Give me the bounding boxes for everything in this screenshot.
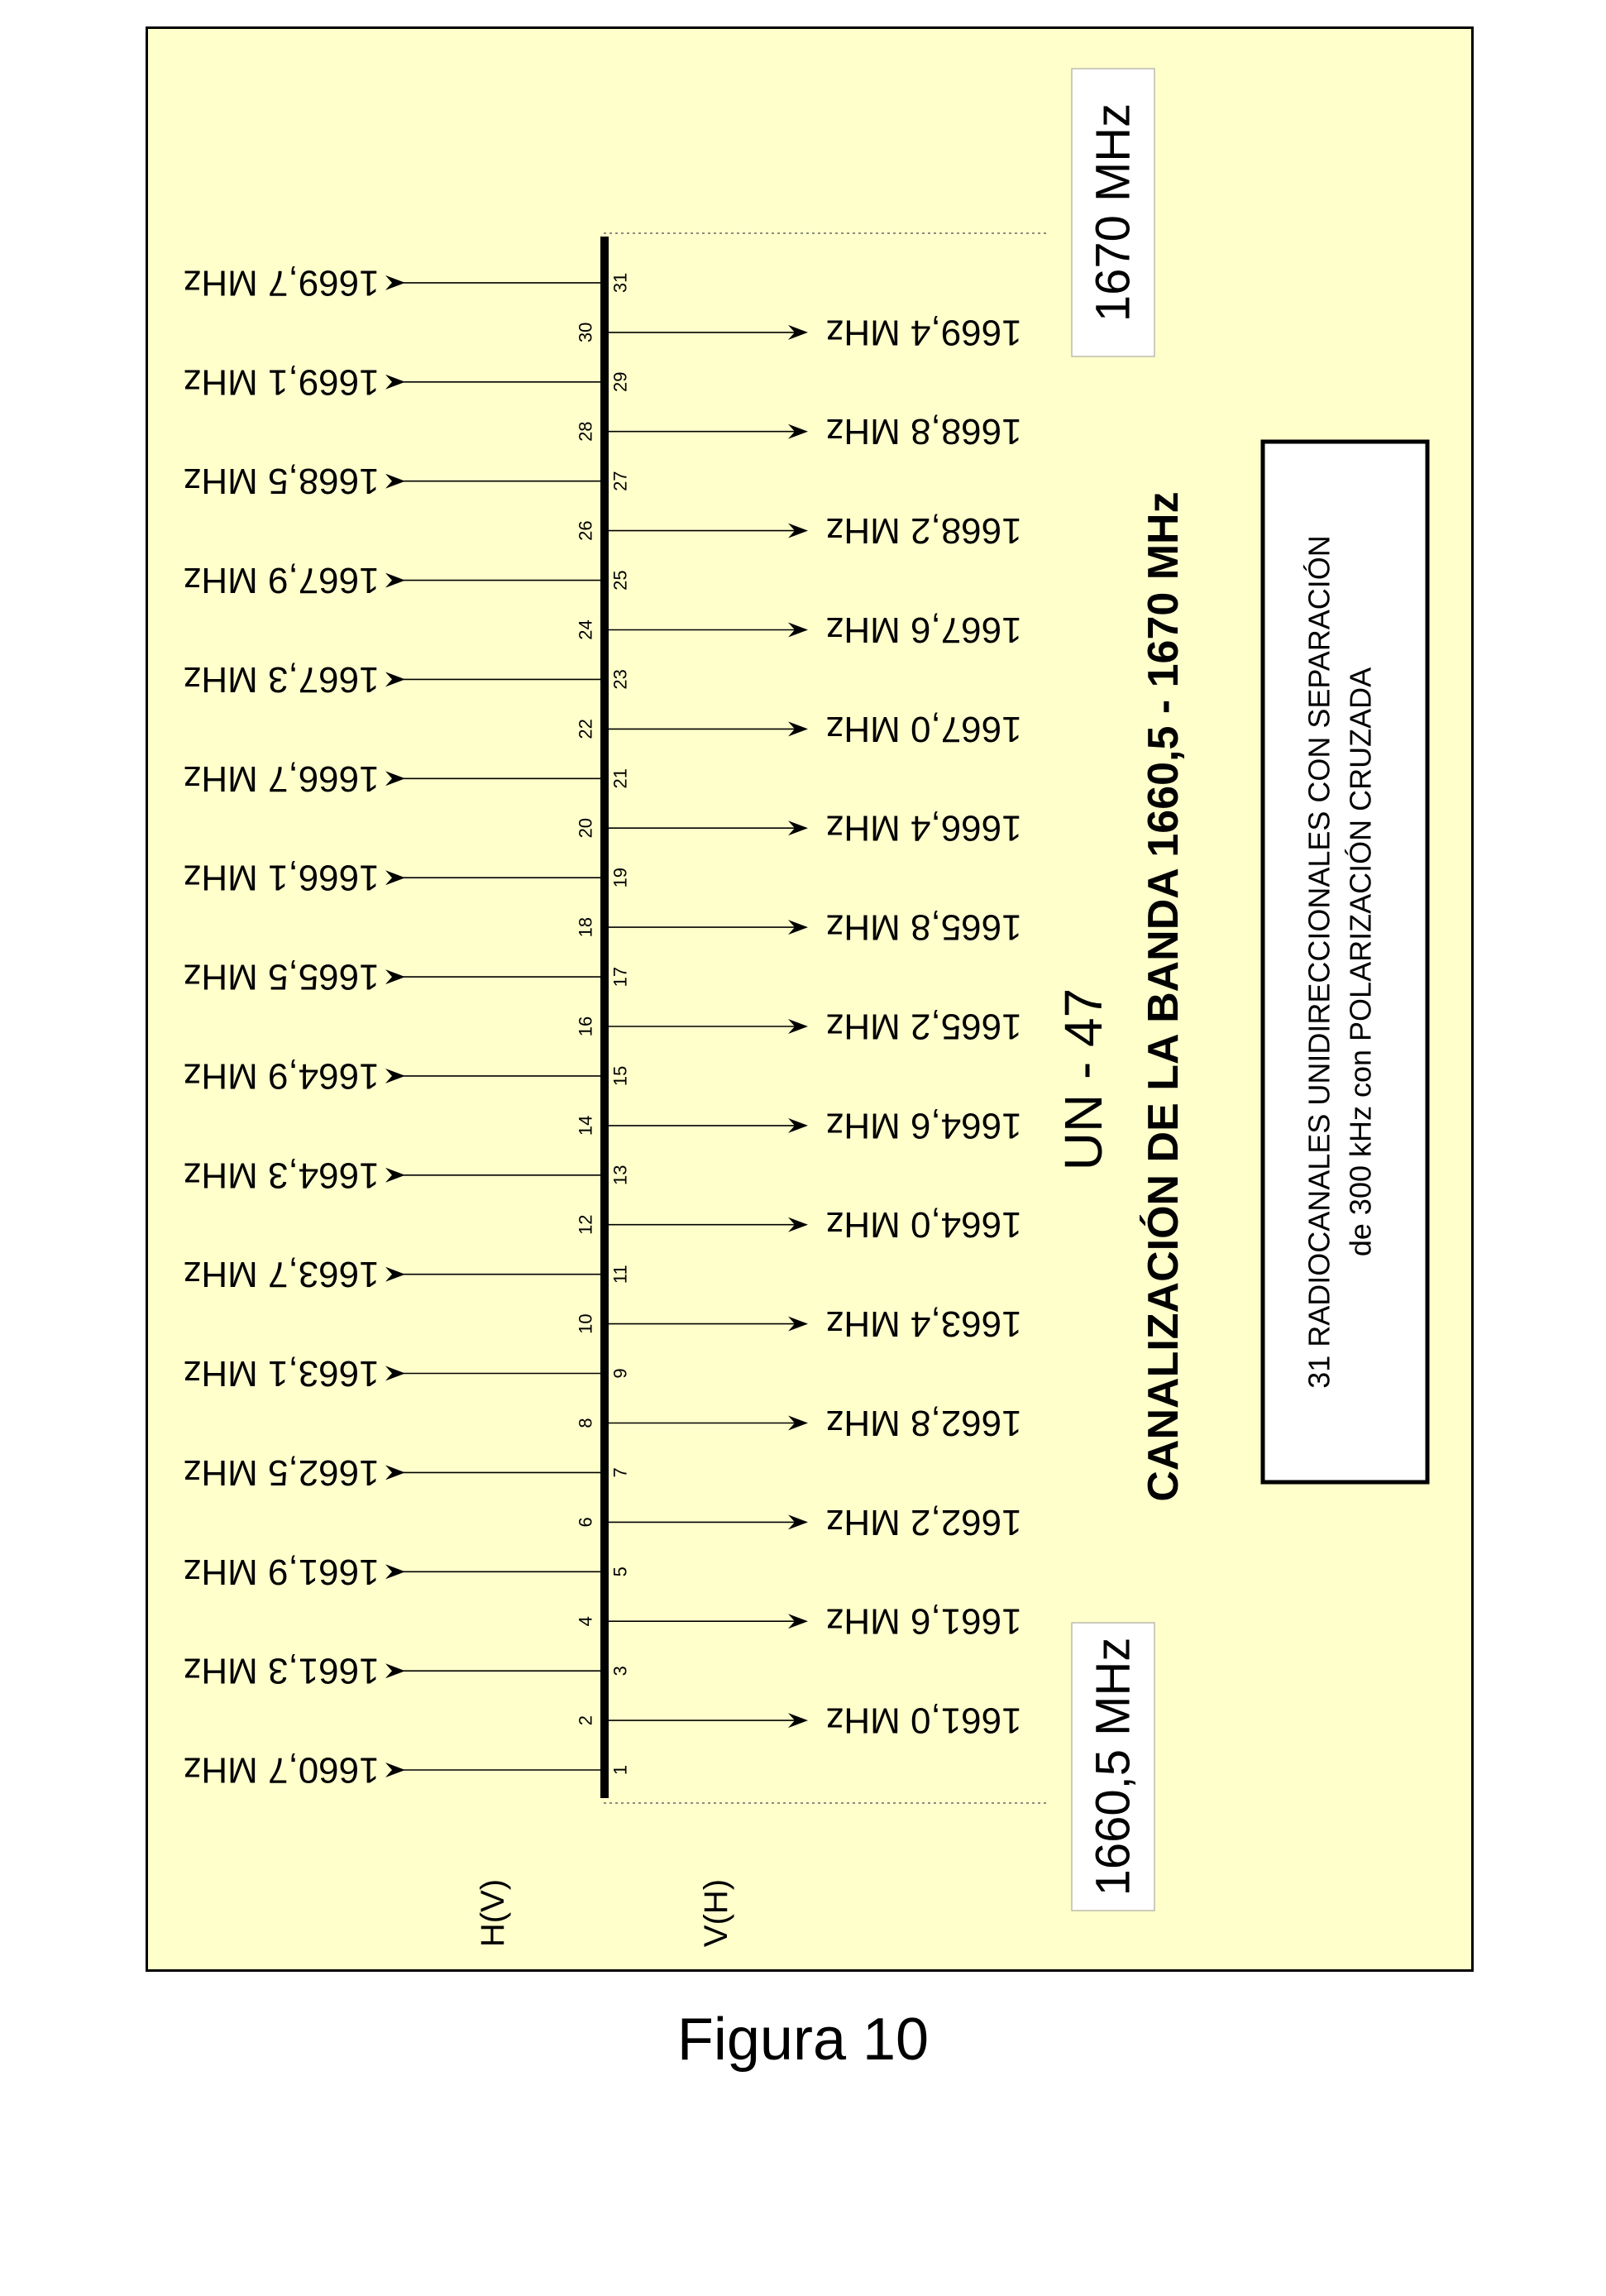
channel-frequency-label: 1661,9 MHz [183,1551,380,1592]
channel-frequency-label: 1663,1 MHz [183,1353,380,1394]
channel-frequency-label: 1666,4 MHz [825,807,1022,849]
channel-frequency-label: 1664,9 MHz [183,1055,380,1097]
channel-frequency-label: 1662,5 MHz [183,1452,380,1493]
channel-18 [576,907,1022,948]
channel-24 [576,610,1022,650]
channel-25 [183,560,630,600]
channel-frequency-label: 1662,2 MHz [825,1501,1022,1543]
channel-number: 6 [575,1517,596,1528]
band-end-label-box [1072,69,1154,356]
channel-9 [183,1353,630,1394]
left-channel-group [183,262,630,1790]
channel-frequency-label: 1667,9 MHz [183,560,380,601]
channel-10 [576,1303,1022,1344]
polarization-left-label: H(V) [475,1878,511,1948]
channel-number: 20 [575,817,596,839]
channel-11 [183,1254,630,1294]
channel-20 [576,808,1022,849]
channel-29 [183,361,630,402]
channel-12 [576,1204,1022,1245]
channel-frequency-label: 1661,6 MHz [825,1600,1022,1642]
channel-frequency-label: 1669,7 MHz [183,262,380,304]
channel-frequency-label: 1665,5 MHz [183,956,380,997]
channel-number: 7 [609,1467,631,1478]
channel-frequency-label: 1661,0 MHz [825,1700,1022,1741]
note-line-1: 31 RADIOCANALES UNIDIRECCIONALES CON SEPARACIÓN [1302,535,1336,1389]
channel-number: 13 [609,1165,631,1186]
channel-number: 16 [575,1016,596,1037]
channel-31 [183,262,630,303]
note-line-2: de 300 kHz con POLARIZACIÓN CRUZADA [1343,667,1378,1257]
channel-30 [576,312,1022,352]
channel-number: 27 [609,471,631,491]
channel-frequency-label: 1667,0 MHz [825,708,1022,749]
channel-number: 10 [575,1313,596,1334]
channel-frequency-label: 1664,6 MHz [825,1105,1022,1146]
channel-number: 3 [609,1666,631,1677]
channel-number: 28 [575,421,596,442]
channel-frequency-label: 1666,1 MHz [183,857,380,898]
channel-number: 1 [609,1764,631,1776]
channel-frequency-label: 1669,1 MHz [183,361,380,403]
channel-number: 21 [609,768,631,789]
channel-frequency-label: 1668,2 MHz [825,510,1022,552]
channel-2 [576,1700,1022,1741]
band-end-label: 1670 MHz [1086,103,1140,323]
channel-frequency-label: 1668,5 MHz [183,461,380,502]
channel-frequency-label: 1660,7 MHz [183,1749,380,1791]
channel-number: 4 [575,1616,596,1627]
channel-frequency-label: 1664,3 MHz [183,1155,380,1196]
channel-number: 2 [575,1715,596,1726]
channel-number: 14 [575,1115,596,1136]
channel-number: 30 [575,322,596,343]
channel-number: 22 [575,719,596,739]
channel-frequency-label: 1669,4 MHz [825,312,1022,353]
frequency-axis-bar [600,237,609,1798]
channel-27 [183,461,630,501]
channel-frequency-label: 1664,0 MHz [825,1204,1022,1246]
channel-3 [183,1651,630,1691]
channel-frequency-label: 1661,3 MHz [183,1650,380,1691]
channel-7 [183,1452,630,1493]
band-title: CANALIZACIÓN DE LA BANDA 1660,5 - 1670 MHz [1140,491,1188,1502]
figure-caption: Figura 10 [676,2007,930,2073]
channel-number: 17 [609,966,631,988]
channel-frequency-label: 1662,8 MHz [825,1403,1022,1443]
channel-14 [576,1105,1022,1146]
polarization-right-label: V(H) [698,1878,734,1948]
channel-13 [183,1155,630,1195]
channel-number: 23 [609,669,631,690]
channel-26 [576,510,1022,551]
channel-number: 9 [609,1368,631,1379]
band-start-label: 1660,5 MHz [1086,1637,1140,1897]
channel-number: 31 [609,272,631,294]
channel-frequency-label: 1663,4 MHz [825,1303,1022,1345]
channel-frequency-label: 1666,7 MHz [183,758,380,799]
channel-number: 18 [575,916,596,938]
channel-21 [183,758,630,799]
channel-4 [576,1601,1022,1642]
note-box [1263,442,1427,1482]
channel-5 [183,1552,630,1592]
channel-number: 11 [609,1265,631,1284]
channel-number: 19 [609,867,631,888]
channel-number: 26 [575,520,596,541]
channel-frequency-label: 1665,2 MHz [825,1006,1022,1047]
channel-1 [183,1750,630,1791]
channel-frequency-label: 1667,6 MHz [825,610,1022,650]
channel-17 [183,957,630,997]
channel-23 [183,659,630,700]
channel-frequency-label: 1668,8 MHz [825,411,1022,452]
channel-number: 15 [609,1065,631,1087]
channel-frequency-label: 1667,3 MHz [183,658,380,700]
channel-22 [576,709,1022,749]
band-start-label-box [1072,1623,1154,1911]
channel-6 [576,1502,1022,1543]
right-channel-group [576,312,1022,1740]
channel-number: 8 [575,1418,596,1428]
channel-8 [576,1403,1022,1443]
channel-frequency-label: 1663,7 MHz [183,1254,380,1295]
channel-28 [576,411,1022,452]
plan-code: UN - 47 [1054,988,1113,1171]
channel-15 [183,1055,630,1096]
channel-number: 12 [575,1214,596,1235]
channel-number: 24 [575,619,596,640]
channel-number: 5 [609,1567,631,1577]
channel-16 [576,1007,1022,1047]
channel-number: 29 [609,371,631,393]
channel-number: 25 [609,570,631,591]
channel-19 [183,858,630,898]
channel-frequency-label: 1665,8 MHz [825,906,1022,948]
